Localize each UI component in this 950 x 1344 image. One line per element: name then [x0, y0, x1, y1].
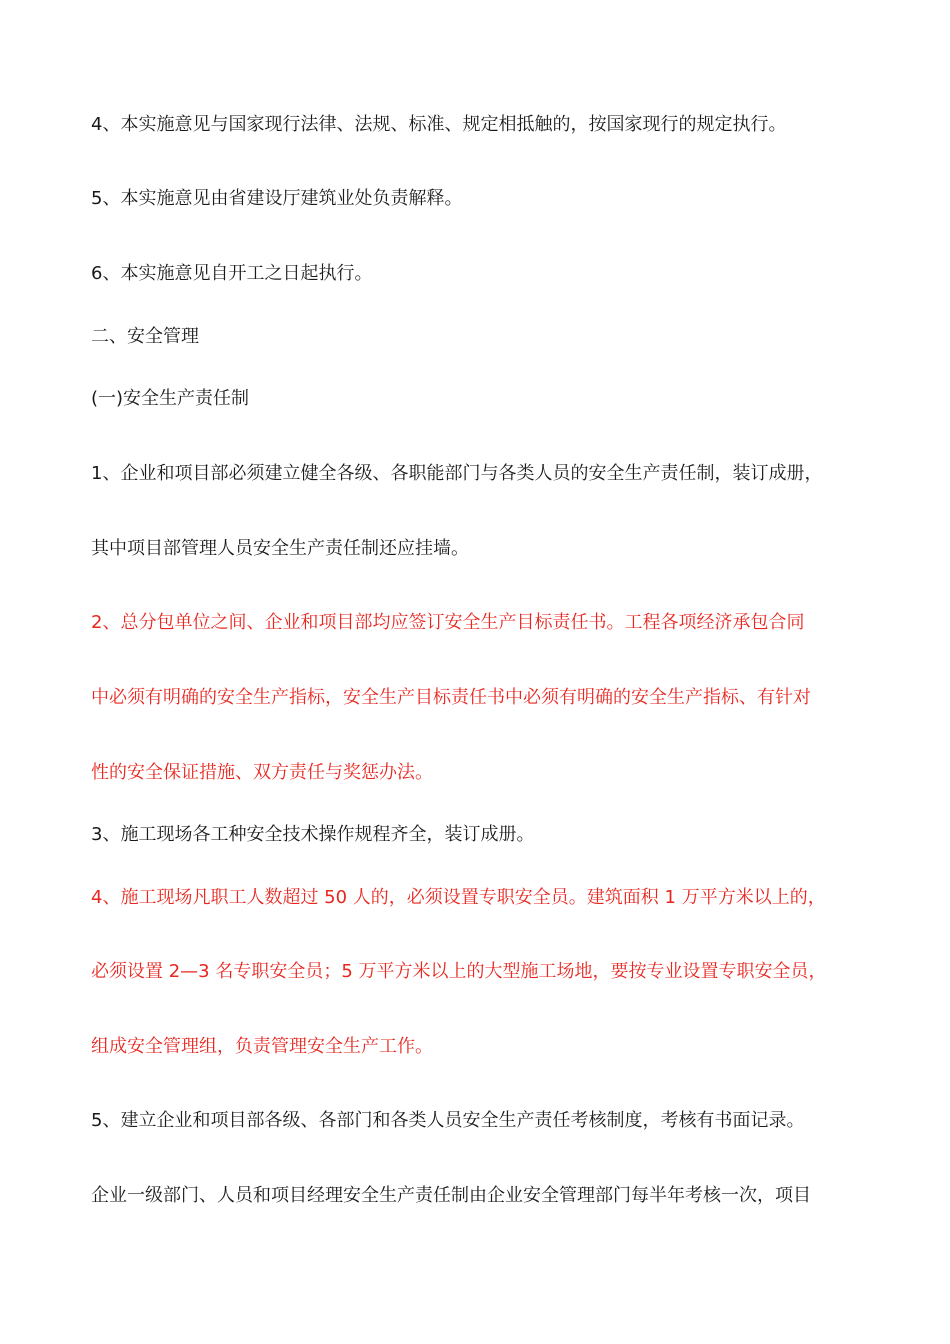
- paragraph-line-highlight: 性的安全保证措施、双方责任与奖惩办法。: [91, 762, 433, 783]
- highlight-text: 总分包单位之间、企业和项目部均应签订安全生产目标责任书。工程各项经济承包合同: [120, 612, 805, 633]
- paragraph-line-highlight: 4、施工现场凡职工人数超过 50 人的，必须设置专职安全员。建筑面积 1 万平方米以上的，: [91, 887, 826, 908]
- paragraph-line: 1、企业和项目部必须建立健全各级、各职能部门与各类人员的安全生产责任制，装订成册，: [91, 463, 823, 484]
- paragraph-line-highlight: 必须设置 2—3 名专职安全员；5 万平方米以上的大型施工场地，要按专业设置专职安全员，: [91, 961, 827, 982]
- subsection-heading: (一)安全生产责任制: [91, 388, 250, 409]
- paragraph-line: 其中项目部管理人员安全生产责任制还应挂墙。: [91, 538, 469, 559]
- paragraph-line: 3、施工现场各工种安全技术操作规程齐全，装订成册。: [91, 824, 535, 845]
- paragraph-line: 5、本实施意见由省建设厅建筑业处负责解释。: [91, 188, 463, 209]
- paragraph-line: 5、建立企业和项目部各级、各部门和各类人员安全生产责任考核制度，考核有书面记录。: [91, 1110, 805, 1131]
- paragraph-line: 6、本实施意见自开工之日起执行。: [91, 263, 373, 284]
- paragraph-line-highlight: 中必须有明确的安全生产指标，安全生产目标责任书中必须有明确的安全生产指标、有针对: [91, 687, 811, 708]
- paragraph-line: 4、本实施意见与国家现行法律、法规、标准、规定相抵触的，按国家现行的规定执行。: [91, 114, 787, 135]
- item-number: 2、: [91, 612, 121, 633]
- paragraph-line: 企业一级部门、人员和项目经理安全生产责任制由企业安全管理部门每半年考核一次，项目: [91, 1185, 811, 1206]
- section-heading: 二、安全管理: [91, 326, 199, 347]
- paragraph-line-highlight: [91, 611, 871, 635]
- paragraph-line-highlight: 组成安全管理组，负责管理安全生产工作。: [91, 1036, 433, 1057]
